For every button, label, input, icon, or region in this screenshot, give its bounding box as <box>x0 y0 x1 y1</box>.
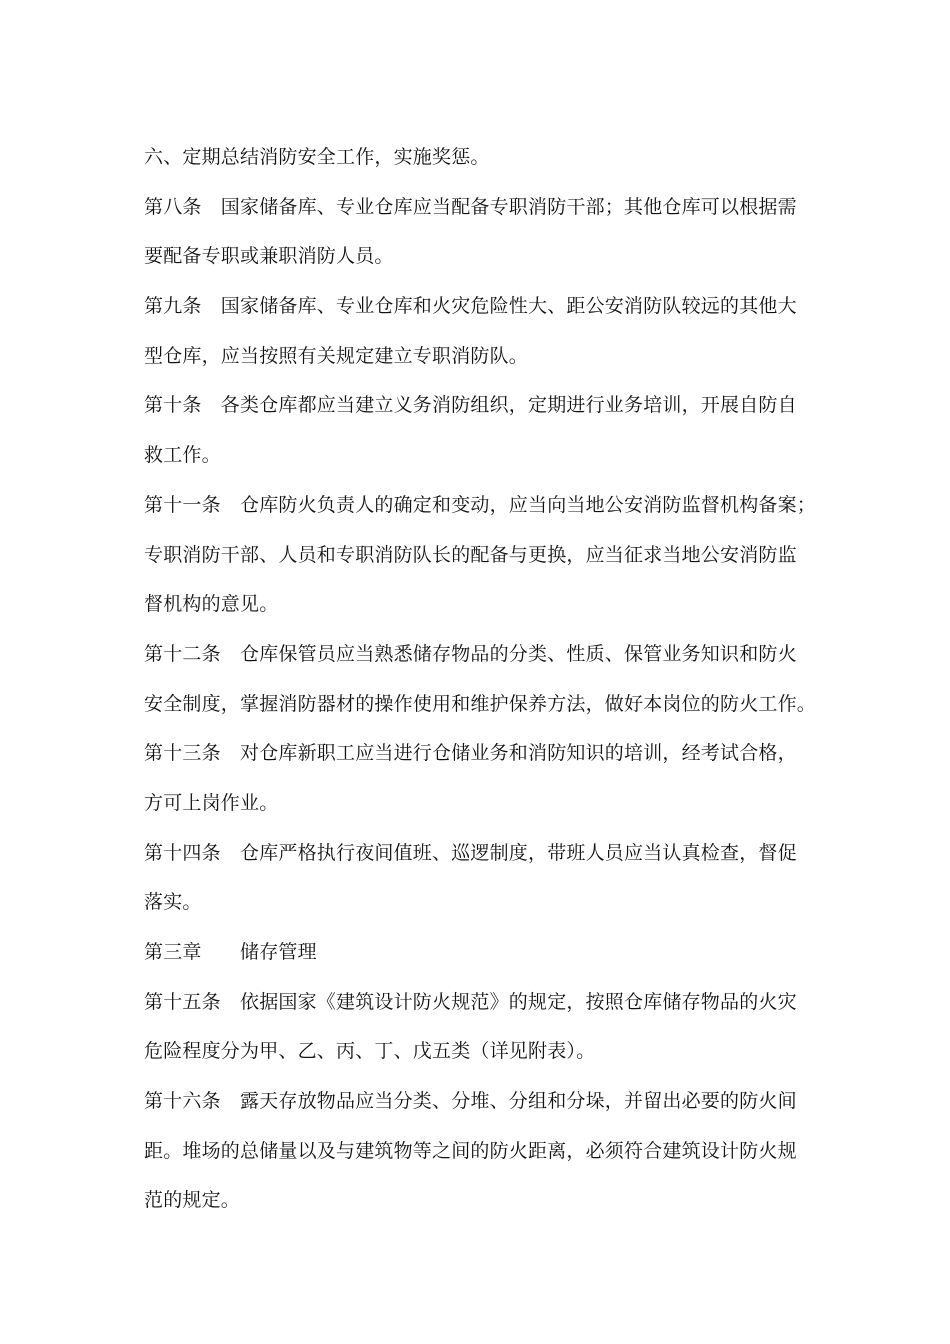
text-line: 第十六条 露天存放物品应当分类、分堆、分组和分垛，并留出必要的防火间 <box>144 1090 797 1113</box>
document-body <box>144 133 824 1226</box>
chapter-heading: 第三章 储存管理 <box>144 941 317 963</box>
text-line: 第九条 国家储备库、专业仓库和火灾危险性大、距公安消防队较远的其他大 <box>144 295 797 318</box>
text-line: 安全制度，掌握消防器材的操作使用和维护保养方法，做好本岗位的防火工作。 <box>144 692 817 715</box>
text-line: 要配备专职或兼职消防人员。 <box>144 245 394 268</box>
text-line: 第十五条 依据国家《建筑设计防火规范》的规定，按照仓库储存物品的火灾 <box>144 990 797 1013</box>
text-line: 第十条 各类仓库都应当建立义务消防组织，定期进行业务培训，开展自防自 <box>144 394 797 417</box>
text-line: 专职消防干部、人员和专职消防队长的配备与更换，应当征求当地公安消防监 <box>144 543 797 566</box>
text-line: 第十三条 对仓库新职工应当进行仓储业务和消防知识的培训，经考试合格， <box>144 742 797 765</box>
text-line: 距。堆场的总储量以及与建筑物等之间的防火距离，必须符合建筑设计防火规 <box>144 1139 797 1162</box>
text-line: 危险程度分为甲、乙、丙、丁、戊五类（详见附表）。 <box>144 1040 596 1063</box>
text-line: 范的规定。 <box>144 1189 241 1212</box>
text-line: 方可上岗作业。 <box>144 791 279 814</box>
text-line: 第十一条 仓库防火负责人的确定和变动，应当向当地公安消防监督机构备案； <box>144 493 817 516</box>
text-line: 六、定期总结消防安全工作，实施奖惩。 <box>144 146 490 168</box>
text-line: 第十二条 仓库保管员应当熟悉储存物品的分类、性质、保管业务知识和防火 <box>144 642 797 665</box>
text-line: 型仓库，应当按照有关规定建立专职消防队。 <box>144 344 529 367</box>
text-line: 落实。 <box>144 891 202 914</box>
text-line: 第八条 国家储备库、专业仓库应当配备专职消防干部；其他仓库可以根据需 <box>144 195 797 218</box>
text-line: 救工作。 <box>144 444 221 467</box>
text-line: 第十四条 仓库严格执行夜间值班、巡逻制度，带班人员应当认真检查，督促 <box>144 841 797 864</box>
text-line: 督机构的意见。 <box>144 593 279 616</box>
